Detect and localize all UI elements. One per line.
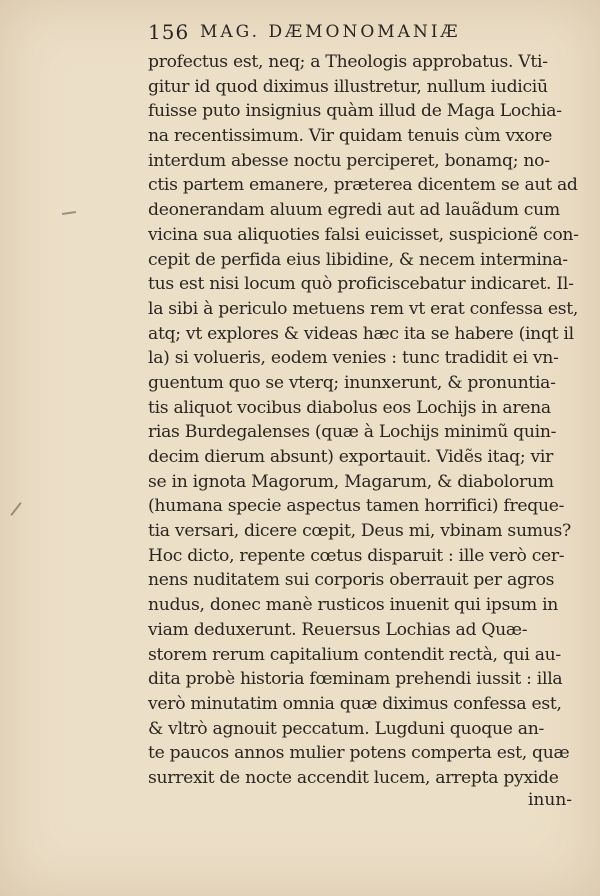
page-number: 156 [148, 20, 190, 44]
text-line: fuisse puto insignius quàm illud de Maga Lochia- [148, 101, 562, 122]
text-line: cepit de perfida eius libidine, & necem intermina- [148, 249, 568, 270]
page-header [148, 20, 578, 46]
text-line: deonerandam aluum egredi aut ad lauãdum cum [148, 200, 560, 221]
text-line: la sibi à periculo metuens rem vt erat confessa est, [148, 298, 578, 319]
text-line: guentum quo se vterq; inunxerunt, & pronuntia- [148, 372, 556, 393]
text-line: rias Burdegalenses (quæ à Lochijs minimũ quin- [148, 422, 557, 443]
text-line: Hoc dicto, repente cœtus disparuit : ille verò cer- [148, 545, 565, 566]
text-line: nens nuditatem sui corporis oberrauit per agros [148, 570, 555, 591]
margin-mark [10, 502, 21, 516]
text-line: ctis partem emanere, præterea dicentem se aut ad [148, 175, 578, 196]
margin-mark [62, 211, 76, 215]
catchword: inun- [528, 790, 573, 810]
text-line: tia versari, dicere cœpit, Deus mi, vbinam sumus? [148, 521, 571, 542]
running-head: MAG. DÆMONOMANIÆ [200, 22, 461, 42]
text-line: viam deduxerunt. Reuersus Lochias ad Quæ- [148, 619, 528, 640]
text-line: tus est nisi locum quò proficiscebatur indicaret. Il- [148, 274, 574, 295]
text-line: atq; vt explores & videas hæc ita se habere (inqt il [148, 323, 574, 344]
text-line: la) si volueris, eodem venies : tunc tradidit ei vn- [148, 348, 559, 369]
body-text [148, 50, 588, 791]
text-line: gitur id quod diximus illustretur, nullum iudiciū [148, 76, 548, 97]
text-line: profectus est, neq; a Theologis approbatus. Vti- [148, 52, 548, 72]
text-line: nudus, donec manè rusticos inuenit qui ipsum in [148, 595, 559, 616]
text-line: tis aliquot vocibus diabolus eos Lochijs in arena [148, 397, 551, 418]
text-line: decim dierum absunt) exportauit. Vidẽs itaq; vir [148, 447, 554, 467]
text-line: interdum abesse noctu perciperet, bonamq; no- [148, 150, 550, 171]
text-line: vicina sua aliquoties falsi euicisset, suspicionẽ con- [148, 224, 579, 245]
text-line: verò minutatim omnia quæ diximus confessa est, [148, 693, 562, 714]
text-line: dita probè historia fœminam prehendi iussit : illa [148, 669, 563, 690]
text-line: te paucos annos mulier potens comperta est, quæ [148, 743, 570, 764]
text-line: storem rerum capitalium contendit rectà, qui au- [148, 644, 561, 665]
text-line: na recentissimum. Vir quidam tenuis cùm vxore [148, 126, 553, 147]
text-line: (humana specie aspectus tamen horrifici) freque- [148, 496, 565, 517]
text-line: surrexit de nocte accendit lucem, arrepta pyxide [148, 767, 559, 788]
text-line: se in ignota Magorum, Magarum, & diabolorum [148, 471, 554, 492]
text-line: & vltrò agnouit peccatum. Lugduni quoque an- [148, 718, 545, 739]
